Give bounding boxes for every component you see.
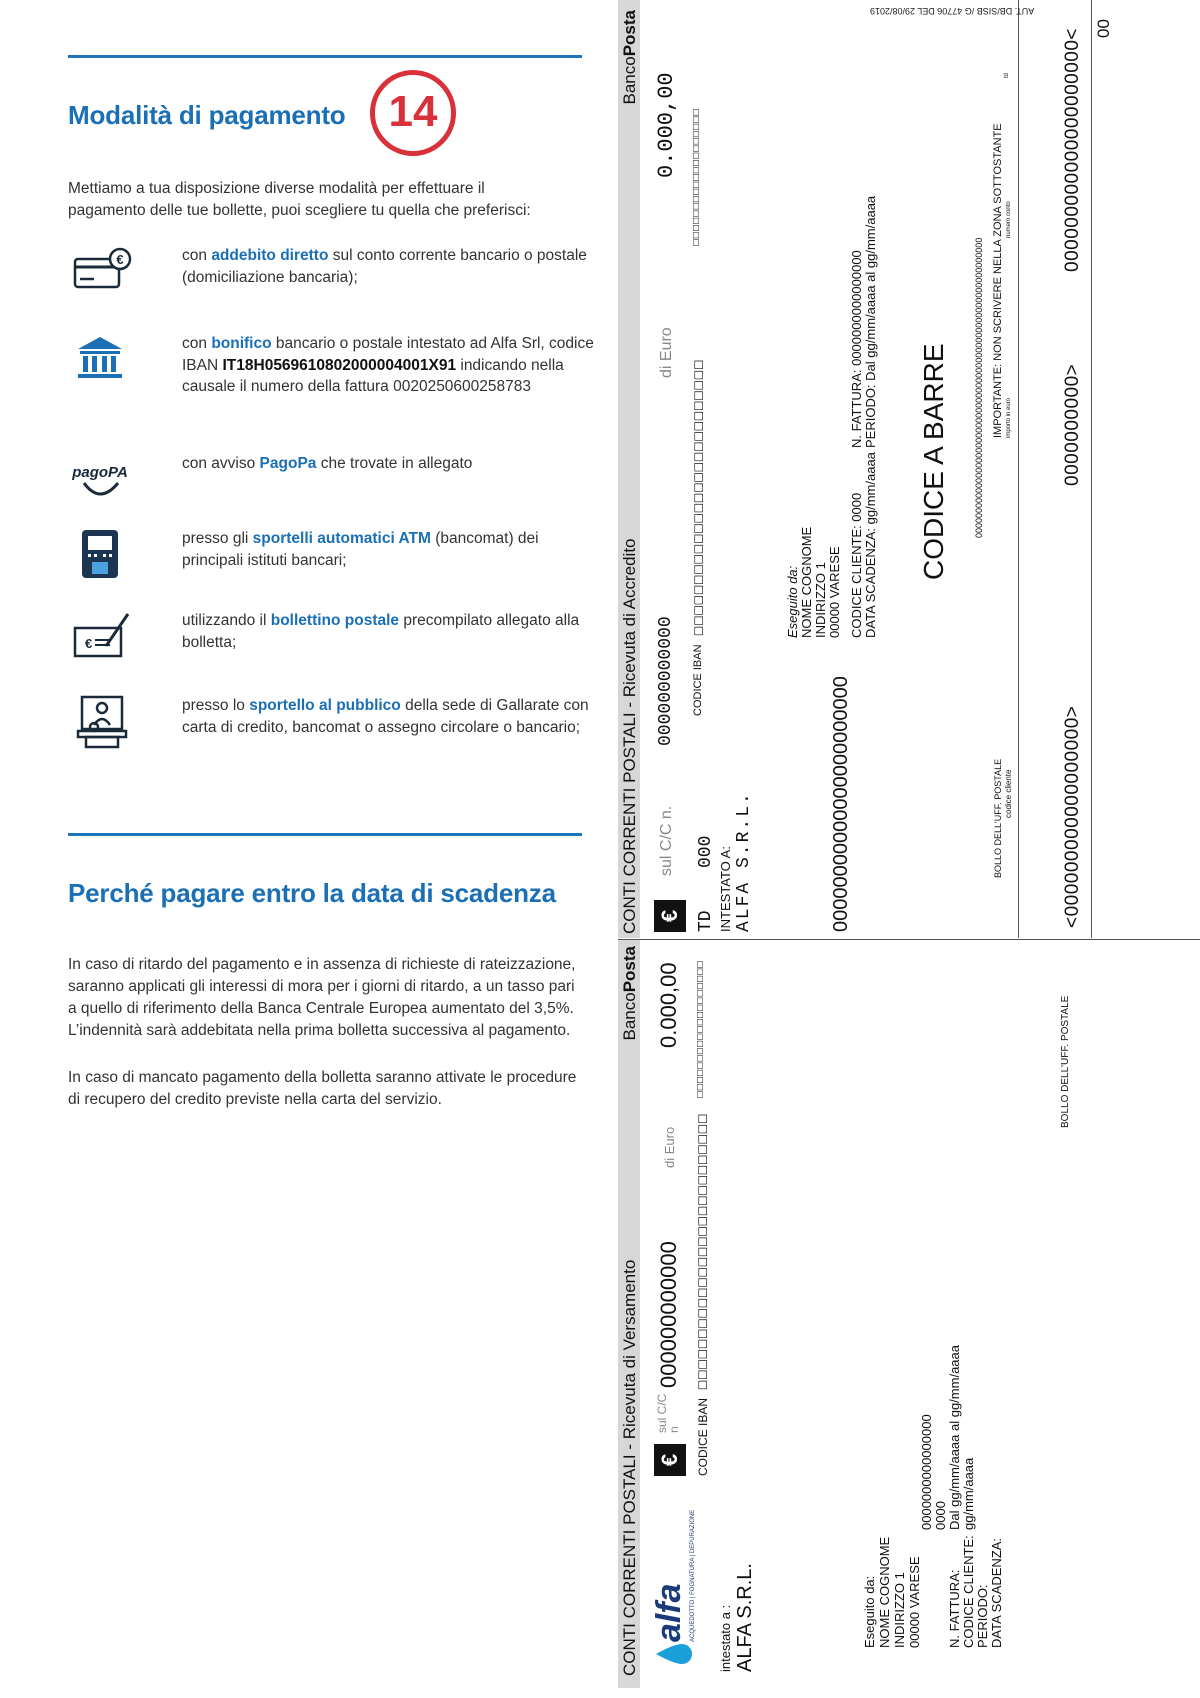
option-text: utilizzando il bollettino postale precompilato allegato alla bolletta; — [182, 612, 580, 651]
amount-value: 0.000,00 — [656, 962, 681, 1048]
scadenza-value: DATA SCADENZA: gg/mm/aaaa — [863, 452, 878, 638]
intro-text: Mettiamo a tua disposizione diverse modalità per effettuare il pagamento delle tue bollette, puoi scegliere tu quella che preferisci: — [68, 180, 531, 219]
td-small: td — [1004, 72, 1010, 78]
alfa-logo-sub: ACQUEDOTTO | FOGNATURA | DEPURAZIONE — [690, 1509, 696, 1642]
slip-header-title: CONTI CORRENTI POSTALI - Ricevuta di Accredito — [620, 538, 639, 934]
payer-city: 00000 VARESE — [827, 546, 842, 638]
nfattura-value: 0000000000000000 — [919, 1414, 934, 1530]
fattura-values — [920, 1345, 976, 1530]
counter-icon — [70, 695, 132, 751]
codice-iban-label: CODICE IBAN — [692, 644, 704, 716]
vertical-divider — [1091, 0, 1092, 938]
slip-header-title: CONTI CORRENTI POSTALI - Ricevuta di Versamento — [620, 1259, 639, 1676]
aut-label: AUT. DB/SISB /G 47706 DEL 29/08/2019 — [870, 6, 1035, 16]
intestato-value: ALFA S.R.L. — [734, 1563, 756, 1672]
numero-conto-small: numero conto — [1006, 201, 1012, 238]
ocr-line-2: 0000000000> — [1062, 363, 1083, 486]
iban-boxes: ☐☐☐☐☐☐☐☐☐☐☐☐☐☐☐☐☐☐☐☐☐☐☐☐☐☐☐ — [690, 359, 709, 636]
svg-text:€: € — [85, 636, 93, 651]
bancoposta-brand: BancoPosta — [620, 946, 639, 1041]
iban-boxes: ☐☐☐☐☐☐☐☐☐☐☐☐☐☐☐☐☐☐☐☐☐☐☐☐☐☐☐ — [694, 1113, 713, 1390]
cheque-icon — [70, 610, 132, 666]
payer-name: NOME COGNOME — [799, 526, 814, 638]
ocr-line-1: <000000000000000000> — [1062, 705, 1083, 928]
codcliente-value: CODICE CLIENTE: 0000 — [849, 492, 864, 638]
euro-icon: € — [654, 900, 686, 932]
td-label: TD — [696, 910, 716, 932]
sul-cc-label: sul C/C n. — [658, 805, 675, 876]
codcliente-value: 0000 — [933, 1501, 948, 1530]
scadenza-label: DATA SCADENZA: — [989, 1537, 1004, 1648]
atm-icon — [70, 528, 132, 584]
periodo-label: PERIODO: — [975, 1584, 990, 1648]
intestato-label: INTESTATO A: — [718, 846, 733, 932]
cc-number: 000000000000 — [656, 616, 676, 746]
nfattura-value: N. FATTURA: 0000000000000000 — [849, 250, 864, 448]
long-code: 00000000000000000000000 — [830, 676, 852, 932]
intestato-value: ALFA S.R.L. — [734, 791, 754, 932]
scadenza-paragraph-2: In caso di mancato pagamento della bolletta saranno attivate le procedure di recupero del credito previste nella carta del servizio. — [68, 1069, 577, 1108]
bancoposta-brand: BancoPosta — [620, 10, 639, 105]
nfattura-label: N. FATTURA: — [947, 1569, 962, 1648]
section-title-scadenza: Perché pagare entro la data di scadenza — [68, 878, 556, 908]
di-euro-label: di Euro — [658, 327, 675, 378]
bollo-label: BOLLO DELL'UFF. POSTALE — [993, 758, 1003, 878]
option-text: presso gli sportelli automatici ATM (bancomat) dei principali istituti bancari; — [182, 530, 539, 569]
codcliente-label: CODICE CLIENTE: — [961, 1535, 976, 1648]
slip-ricevuta-versamento — [618, 940, 1178, 1688]
alfa-logo — [648, 1509, 704, 1672]
payer-address: INDIRIZZO 1 — [813, 562, 828, 638]
eseguito-block — [786, 527, 842, 638]
barcode-placeholder: CODICE A BARRE — [918, 343, 949, 580]
bollo-label: BOLLO DELL'UFF. POSTALE — [1060, 995, 1071, 1128]
bank-icon — [70, 333, 132, 389]
sul-cc-label: sul C/C n — [655, 1393, 681, 1433]
option-text: presso lo sportello al pubblico della sede di Gallarate con carta di credito, bancomat o assegno circolare o bancario; — [182, 697, 589, 736]
cc-number: 000000000000 — [656, 1241, 681, 1388]
middle-rule — [68, 833, 582, 836]
payer-city: 00000 VARESE — [907, 1556, 922, 1648]
svg-text:pagoPA: pagoPA — [72, 464, 128, 481]
codice-iban-label: CODICE IBAN — [696, 1397, 710, 1476]
option-text: con addebito diretto sul conto corrente bancario o postale (domiciliazione bancaria); — [182, 247, 587, 286]
eseguito-label: Eseguito da: — [785, 565, 800, 638]
importante-note: IMPORTANTE: NON SCRIVERE NELLA ZONA SOTTOSTANTE — [992, 123, 1004, 438]
eseguito-block — [862, 1537, 922, 1648]
scadenza-value: gg/mm/aaaa — [961, 1457, 976, 1530]
card-euro-icon — [70, 245, 132, 301]
alfa-logo-text: alfa — [650, 1583, 688, 1642]
top-rule — [68, 55, 582, 58]
ocr-line-4: 00 — [1094, 19, 1113, 38]
periodo-value: PERIODO: Dal gg/mm/aaaa al gg/mm/aaaa — [863, 195, 878, 448]
td-value: 000 — [696, 835, 716, 868]
svg-text:€: € — [116, 252, 124, 267]
cliente-block — [850, 452, 878, 638]
zero-line: 000000000000000000000000000000000000000000000000000000000000 — [974, 237, 984, 538]
page-number-badge: 14 — [370, 70, 456, 156]
option-text: con avviso PagoPa che trovate in allegato — [182, 455, 473, 472]
section-title-modalita: Modalità di pagamento — [68, 100, 346, 130]
eseguito-label: Eseguito da: — [862, 1575, 877, 1648]
payer-name: NOME COGNOME — [877, 1536, 892, 1648]
intestato-label: intestato a : — [718, 1604, 733, 1672]
importo-small: importo in euro — [1006, 397, 1012, 438]
amount-boxes: ☐☐☐☐☐☐☐☐☐☐☐☐☐☐☐☐☐☐☐ — [693, 960, 707, 1098]
fattura-block — [850, 196, 878, 448]
amount-boxes: ☐☐☐☐☐☐☐☐☐☐☐☐☐☐☐☐☐☐☐ — [689, 108, 703, 246]
slip-divider — [618, 939, 1200, 940]
di-euro-label: di Euro — [662, 1126, 677, 1168]
scadenza-paragraph-1: In caso di ritardo del pagamento e in assenza di richieste di rateizzazione, saranno applicati gli interessi di mora per i giorni di ritardo, a un tasso pari a quello di riferimento della Banca Centrale Europea aumentato del 3,5%. L’indennità sarà addebitata nella prima bolletta successiva al pagamento. — [68, 956, 576, 1039]
payer-address: INDIRIZZO 1 — [892, 1572, 907, 1648]
euro-icon: € — [654, 1444, 686, 1476]
slip-ricevuta-accredito — [618, 0, 1200, 938]
codice-cliente-small: codice cliente — [1004, 769, 1013, 818]
option-text: con bonifico bancario o postale intestato ad Alfa Srl, codice IBAN IT18H0569610802000004001X91 indicando nella causale il numero della fattura 0020250600258783 — [182, 335, 594, 395]
periodo-value: Dal gg/mm/aaaa al gg/mm/aaaa — [947, 1345, 962, 1530]
border-line — [1018, 0, 1019, 938]
amount-value: 0.000,00 — [654, 72, 679, 178]
fattura-labels — [948, 1535, 1004, 1648]
pagopa-icon — [70, 453, 132, 509]
ocr-line-3: 000000000000000000000< — [1062, 27, 1083, 272]
